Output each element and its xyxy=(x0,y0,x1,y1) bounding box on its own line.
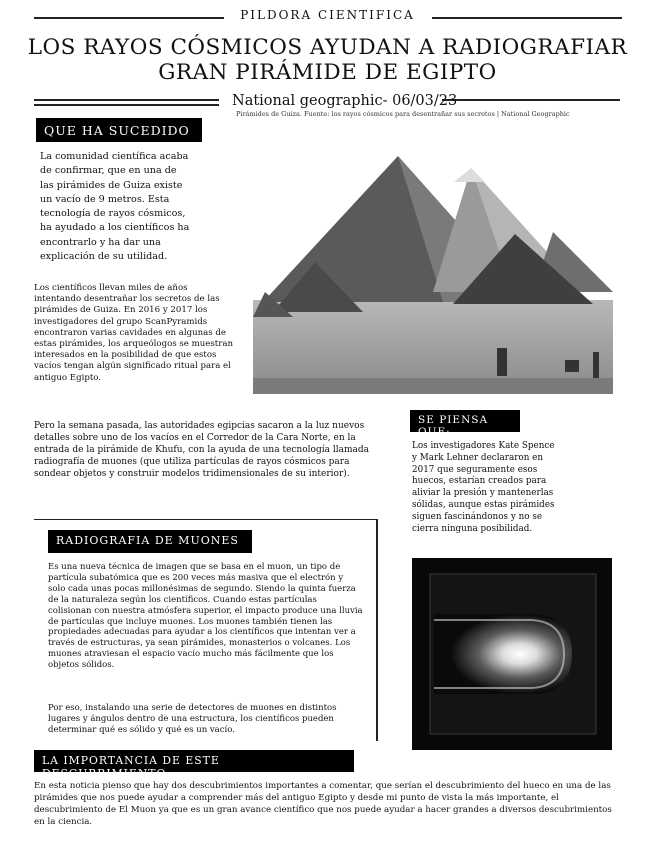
discovery-paragraph: Pero la semana pasada, las autoridades egipcias sacaron a la luz nuevos detalles sobre uno de los vacíos en el Corredor de la Cara Norte, en la entrada de la pirámide de Khufu, con la ayuda de una tecnología llamada radiografía de muones (que utiliza partículas de rayos cósmicos para sondear objetos y construir modelos tridimensionales de su interior). xyxy=(34,421,369,479)
article-title xyxy=(20,35,635,85)
title-line-2: GRAN PIRÁMIDE DE EGIPTO xyxy=(158,60,497,85)
source-rule-left xyxy=(34,99,219,101)
source-rule-left-2 xyxy=(34,104,219,106)
title-line-1: LOS RAYOS CÓSMICOS AYUDAN A RADIOGRAFIAR xyxy=(27,35,628,60)
source-line: National geographic- 06/03/23 xyxy=(232,93,458,109)
label-se-piensa-que: SE PIENSA QUE: xyxy=(410,410,520,432)
muon-paragraph-2: Por eso, instalando una serie de detectores de muones en distintos lugares y ángulos dentro de una estructura, los científicos pueden determinar qué es sólido y qué es un vacío. xyxy=(48,703,337,735)
source-rule-right xyxy=(442,99,620,101)
image-caption: Pirámides de Guiza. Fuente: los rayos cósmicos para desentrañar sus secretos | National Geographic xyxy=(236,110,570,118)
intro-paragraph: La comunidad científica acaba de confirmar, que en una de las pirámides de Guiza existe un vacío de 9 metros. Esta tecnología de rayos cósmicos, ha ayudado a los científicos ha encontrarlo y ha dar una explicación de su utilidad. xyxy=(40,151,190,263)
label-importancia: LA IMPORTANCIA DE ESTE DESCUBRIMIENTO xyxy=(34,750,354,772)
hypothesis-paragraph: Los investigadores Kate Spence y Mark Lehner declararon en 2017 que seguramente esos huecos, estarían creados para aliviar la presión y mantenerlas sólidas, aunque estas pirámides siguen fascinándonos y no se cierra ninguna posibilidad. xyxy=(412,441,555,534)
radiografia-rule-right xyxy=(376,519,378,741)
section-kicker: PILDORA CIENTIFICA xyxy=(240,8,415,22)
importance-paragraph: En esta noticia pienso que hay dos descubrimientos importantes a comentar, que serían el descubrimiento del hueco en una de las pirámides que nos puede ayudar a comprender más del antiguo Egipto y desde mi punto de vista la más importante, el descubrimiento de El Muon ya que es un gran avance científico que nos puede ayudar a hacer grandes a diversos descubrimientos en la ciencia. xyxy=(34,781,612,827)
pyramids-photo xyxy=(253,152,613,394)
label-radiografia-de-muones: RADIOGRAFIA DE MUONES xyxy=(48,530,252,553)
muon-scan-image xyxy=(412,558,612,750)
muon-paragraph-1: Es una nueva técnica de imagen que se basa en el muon, un tipo de partícula subatómica que es 200 veces más masiva que el electrón y solo cada unas pocas millonésimas de segundo. Siendo la quinta fuerza de la naturaleza según los científicos. Cuando estas partículas colisionan con nuestra atmósfera superior, el impacto produce una lluvia de partículas que incluye muones. Los muones también tienen las propiedades adecuadas para ayudar a los científicos que intentan ver a través de estructuras, ya sean pirámides, monasterios o volcanes. Los muones atraviesan el espacio vacío mucho más fácilmente que los objetos sólidos. xyxy=(48,562,363,671)
background-paragraph: Los científicos llevan miles de años intentando desentrañar los secretos de las pirámides de Guiza. En 2016 y 2017 los investigadores del grupo ScanPyramids encontraron varias cavidades en algunas de estas pirámides, los arqueólogos se muestran interesados en la posibilidad de que estos vacíos tengan algún significado ritual para el antiguo Egipto. xyxy=(34,283,234,383)
label-que-ha-sucedido: QUE HA SUCEDIDO xyxy=(36,118,202,142)
